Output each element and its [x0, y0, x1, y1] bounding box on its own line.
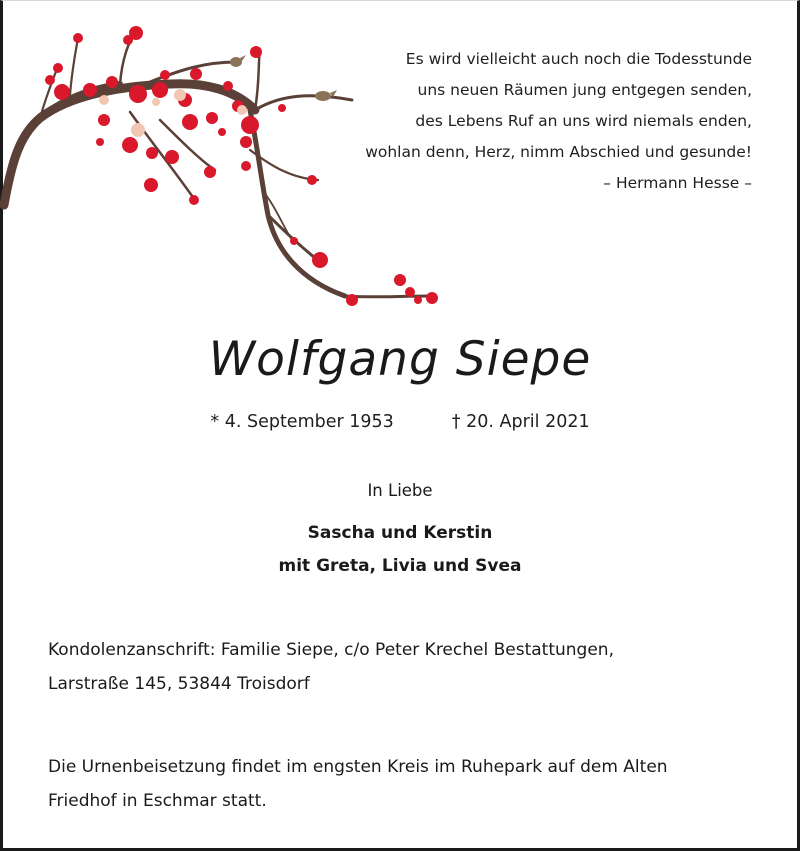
burial-notice	[48, 750, 668, 818]
life-dates	[0, 412, 800, 432]
birth-date: * 4. September 1953	[210, 412, 394, 432]
burial-line: Friedhof in Eschmar statt.	[48, 791, 267, 811]
mourners-line: mit Greta, Livia und Svea	[278, 556, 522, 576]
deceased-name: Wolfgang Siepe	[208, 332, 592, 387]
condolence-address	[48, 633, 614, 701]
condolence-line: Larstraße 145, 53844 Troisdorf	[48, 674, 310, 694]
quote-line: uns neuen Räumen jung entgegen senden,	[417, 81, 752, 99]
quote-line: wohlan denn, Herz, nimm Abschied und gesunde!	[365, 143, 752, 161]
mourners-line: Sascha und Kerstin	[307, 523, 493, 543]
quote-author: – Hermann Hesse –	[603, 174, 752, 192]
death-date: † 20. April 2021	[451, 412, 590, 432]
quote-line: des Lebens Ruf an uns wird niemals enden,	[415, 112, 752, 130]
in-love-label: In Liebe	[367, 481, 433, 500]
quote-line: Es wird vielleicht auch noch die Todesstunde	[405, 50, 752, 68]
burial-line: Die Urnenbeisetzung findet im engsten Kreis im Ruhepark auf dem Alten	[48, 757, 668, 777]
condolence-line: Kondolenzanschrift: Familie Siepe, c/o Peter Krechel Bestattungen,	[48, 640, 614, 660]
hesse-quote	[312, 44, 752, 199]
mourners	[0, 517, 800, 583]
